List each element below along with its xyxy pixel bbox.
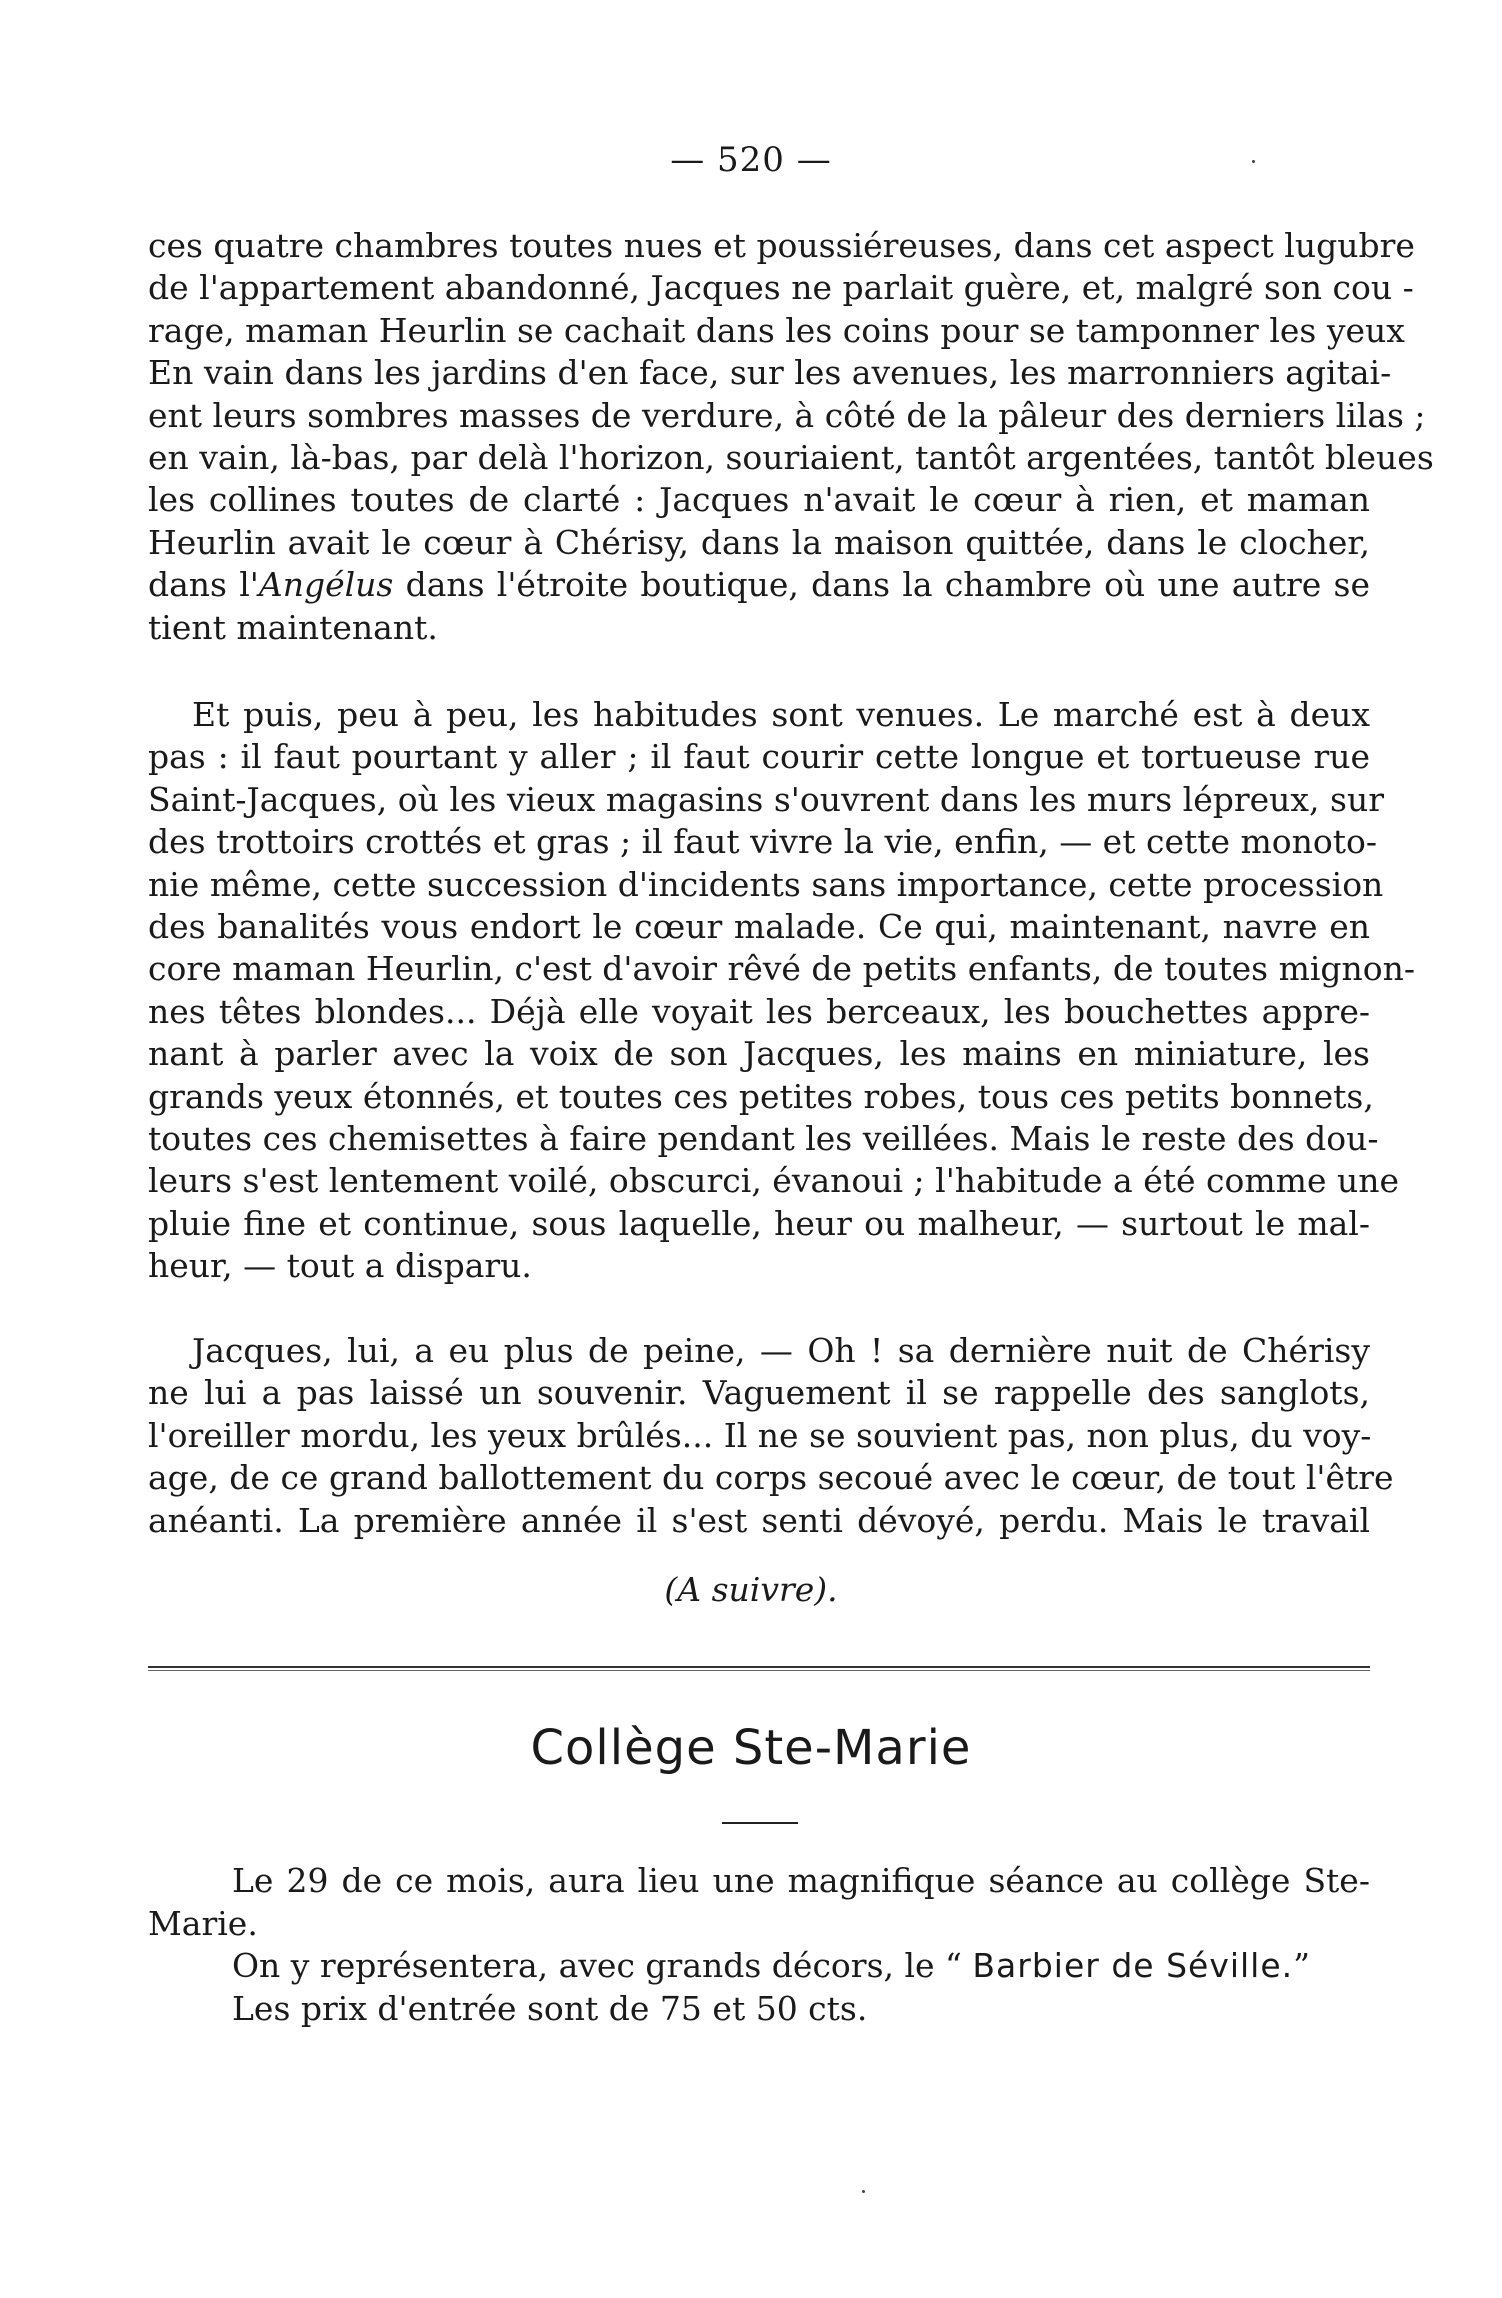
text-line: Le 29 de ce mois, aura lieu une magnifique séance au collège Ste- — [232, 1861, 1370, 1900]
text-line: des trottoirs crottés et gras ; il faut vivre la vie, enfin, — et cette monoto- — [148, 822, 1378, 862]
text-line: les collines toutes de clarté : Jacques n'avait le cœur à rien, et maman — [148, 480, 1370, 520]
text-line: age, de ce grand ballottement du corps secoué avec le cœur, de tout l'être — [148, 1458, 1394, 1498]
text-line: ces quatre chambres toutes nues et poussiéreuses, dans cet aspect lugubre — [148, 226, 1415, 265]
text-line — [148, 564, 1370, 606]
text-line: nie même, cette succession d'incidents sans importance, cette procession — [148, 864, 1384, 904]
play-title: Barbier de Séville. — [972, 1946, 1294, 1986]
text-line: grands yeux étonnés, et toutes ces petites robes, tous ces petits bonnets, — [148, 1076, 1374, 1116]
announcement — [148, 1860, 1370, 2030]
text-line: leurs s'est lentement voilé, obscurci, évanoui ; l'habitude a été comme une — [148, 1161, 1400, 1201]
page-number: — 520 — — [670, 140, 832, 180]
text-line: ent leurs sombres masses de verdure, à côté de la pâleur des derniers lilas ; — [148, 395, 1426, 435]
text-line: Les prix d'entrée sont de 75 et 50 cts. — [232, 1988, 868, 2028]
text-line: rage, maman Heurlin se cachait dans les coins pour se tamponner les yeux — [148, 310, 1405, 350]
text-line: tient maintenant. — [148, 607, 438, 647]
text-line — [148, 1945, 1370, 1988]
text-line: pas : il faut pourtant y aller ; il faut courir cette longue et tortueuse rue — [148, 737, 1370, 777]
text-line: des banalités vous endort le cœur malade. Ce qui, maintenant, navre en — [148, 907, 1370, 947]
section-divider — [148, 1666, 1370, 1668]
text-line: En vain dans les jardins d'en face, sur les avenues, les marronniers agitai- — [148, 353, 1392, 393]
text-line: ne lui a pas laissé un souvenir. Vaguement il se rappelle des sanglots, — [148, 1373, 1370, 1413]
text-line: de l'appartement abandonné, Jacques ne parlait guère, et, malgré son cou - — [148, 268, 1414, 308]
text-line: heur, — tout a disparu. — [148, 1246, 532, 1286]
text-fragment: dans l' — [148, 565, 259, 605]
text-line: Heurlin avait le cœur à Chérisy, dans la maison quittée, dans le clocher, — [148, 522, 1370, 562]
text-fragment: ” — [1293, 1946, 1311, 1986]
text-line: l'oreiller mordu, les yeux brûlés... Il ne se souvient pas, non plus, du voy- — [148, 1415, 1372, 1455]
text-line: nant à parler avec la voix de son Jacques, les mains en miniature, les — [148, 1034, 1370, 1074]
text-line: Saint-Jacques, où les vieux magasins s'ouvrent dans les murs lépreux, sur — [148, 779, 1384, 819]
text-fragment: On y représentera, avec grands décors, le “ — [232, 1946, 973, 1986]
section-divider-thin — [148, 1670, 1370, 1671]
text-fragment: dans l'étroite boutique, dans la chambre où une autre se — [393, 565, 1370, 605]
text-line: Jacques, lui, a eu plus de peine, — Oh ! sa dernière nuit de Chérisy — [192, 1331, 1370, 1370]
to-be-continued: (A suivre). — [664, 1570, 838, 1609]
ink-speck — [862, 2190, 865, 2193]
text-line: Et puis, peu à peu, les habitudes sont venues. Le marché est à deux — [192, 695, 1370, 734]
text-line: toutes ces chemisettes à faire pendant les veillées. Mais le reste des dou- — [148, 1119, 1379, 1159]
text-line: nes têtes blondes... Déjà elle voyait les berceaux, les bouchettes appre- — [148, 991, 1370, 1031]
paragraph-2 — [148, 694, 1416, 1288]
text-line: core maman Heurlin, c'est d'avoir rêvé de petits enfants, de toutes mignon- — [148, 949, 1416, 989]
text-line: pluie fine et continue, sous laquelle, heur ou malheur, — surtout le mal- — [148, 1203, 1370, 1243]
text-line: Marie. — [148, 1903, 258, 1943]
paragraph-3 — [148, 1330, 1394, 1542]
angelus-title: Angélus — [258, 565, 394, 605]
text-line: anéanti. La première année il s'est senti dévoyé, perdu. Mais le travail — [148, 1500, 1370, 1540]
text-line: en vain, là-bas, par delà l'horizon, souriaient, tantôt argentées, tantôt bleues — [148, 438, 1434, 478]
section-title: Collège Ste-Marie — [530, 1720, 972, 1776]
paragraph-1 — [148, 225, 1434, 649]
title-underline — [722, 1822, 798, 1824]
